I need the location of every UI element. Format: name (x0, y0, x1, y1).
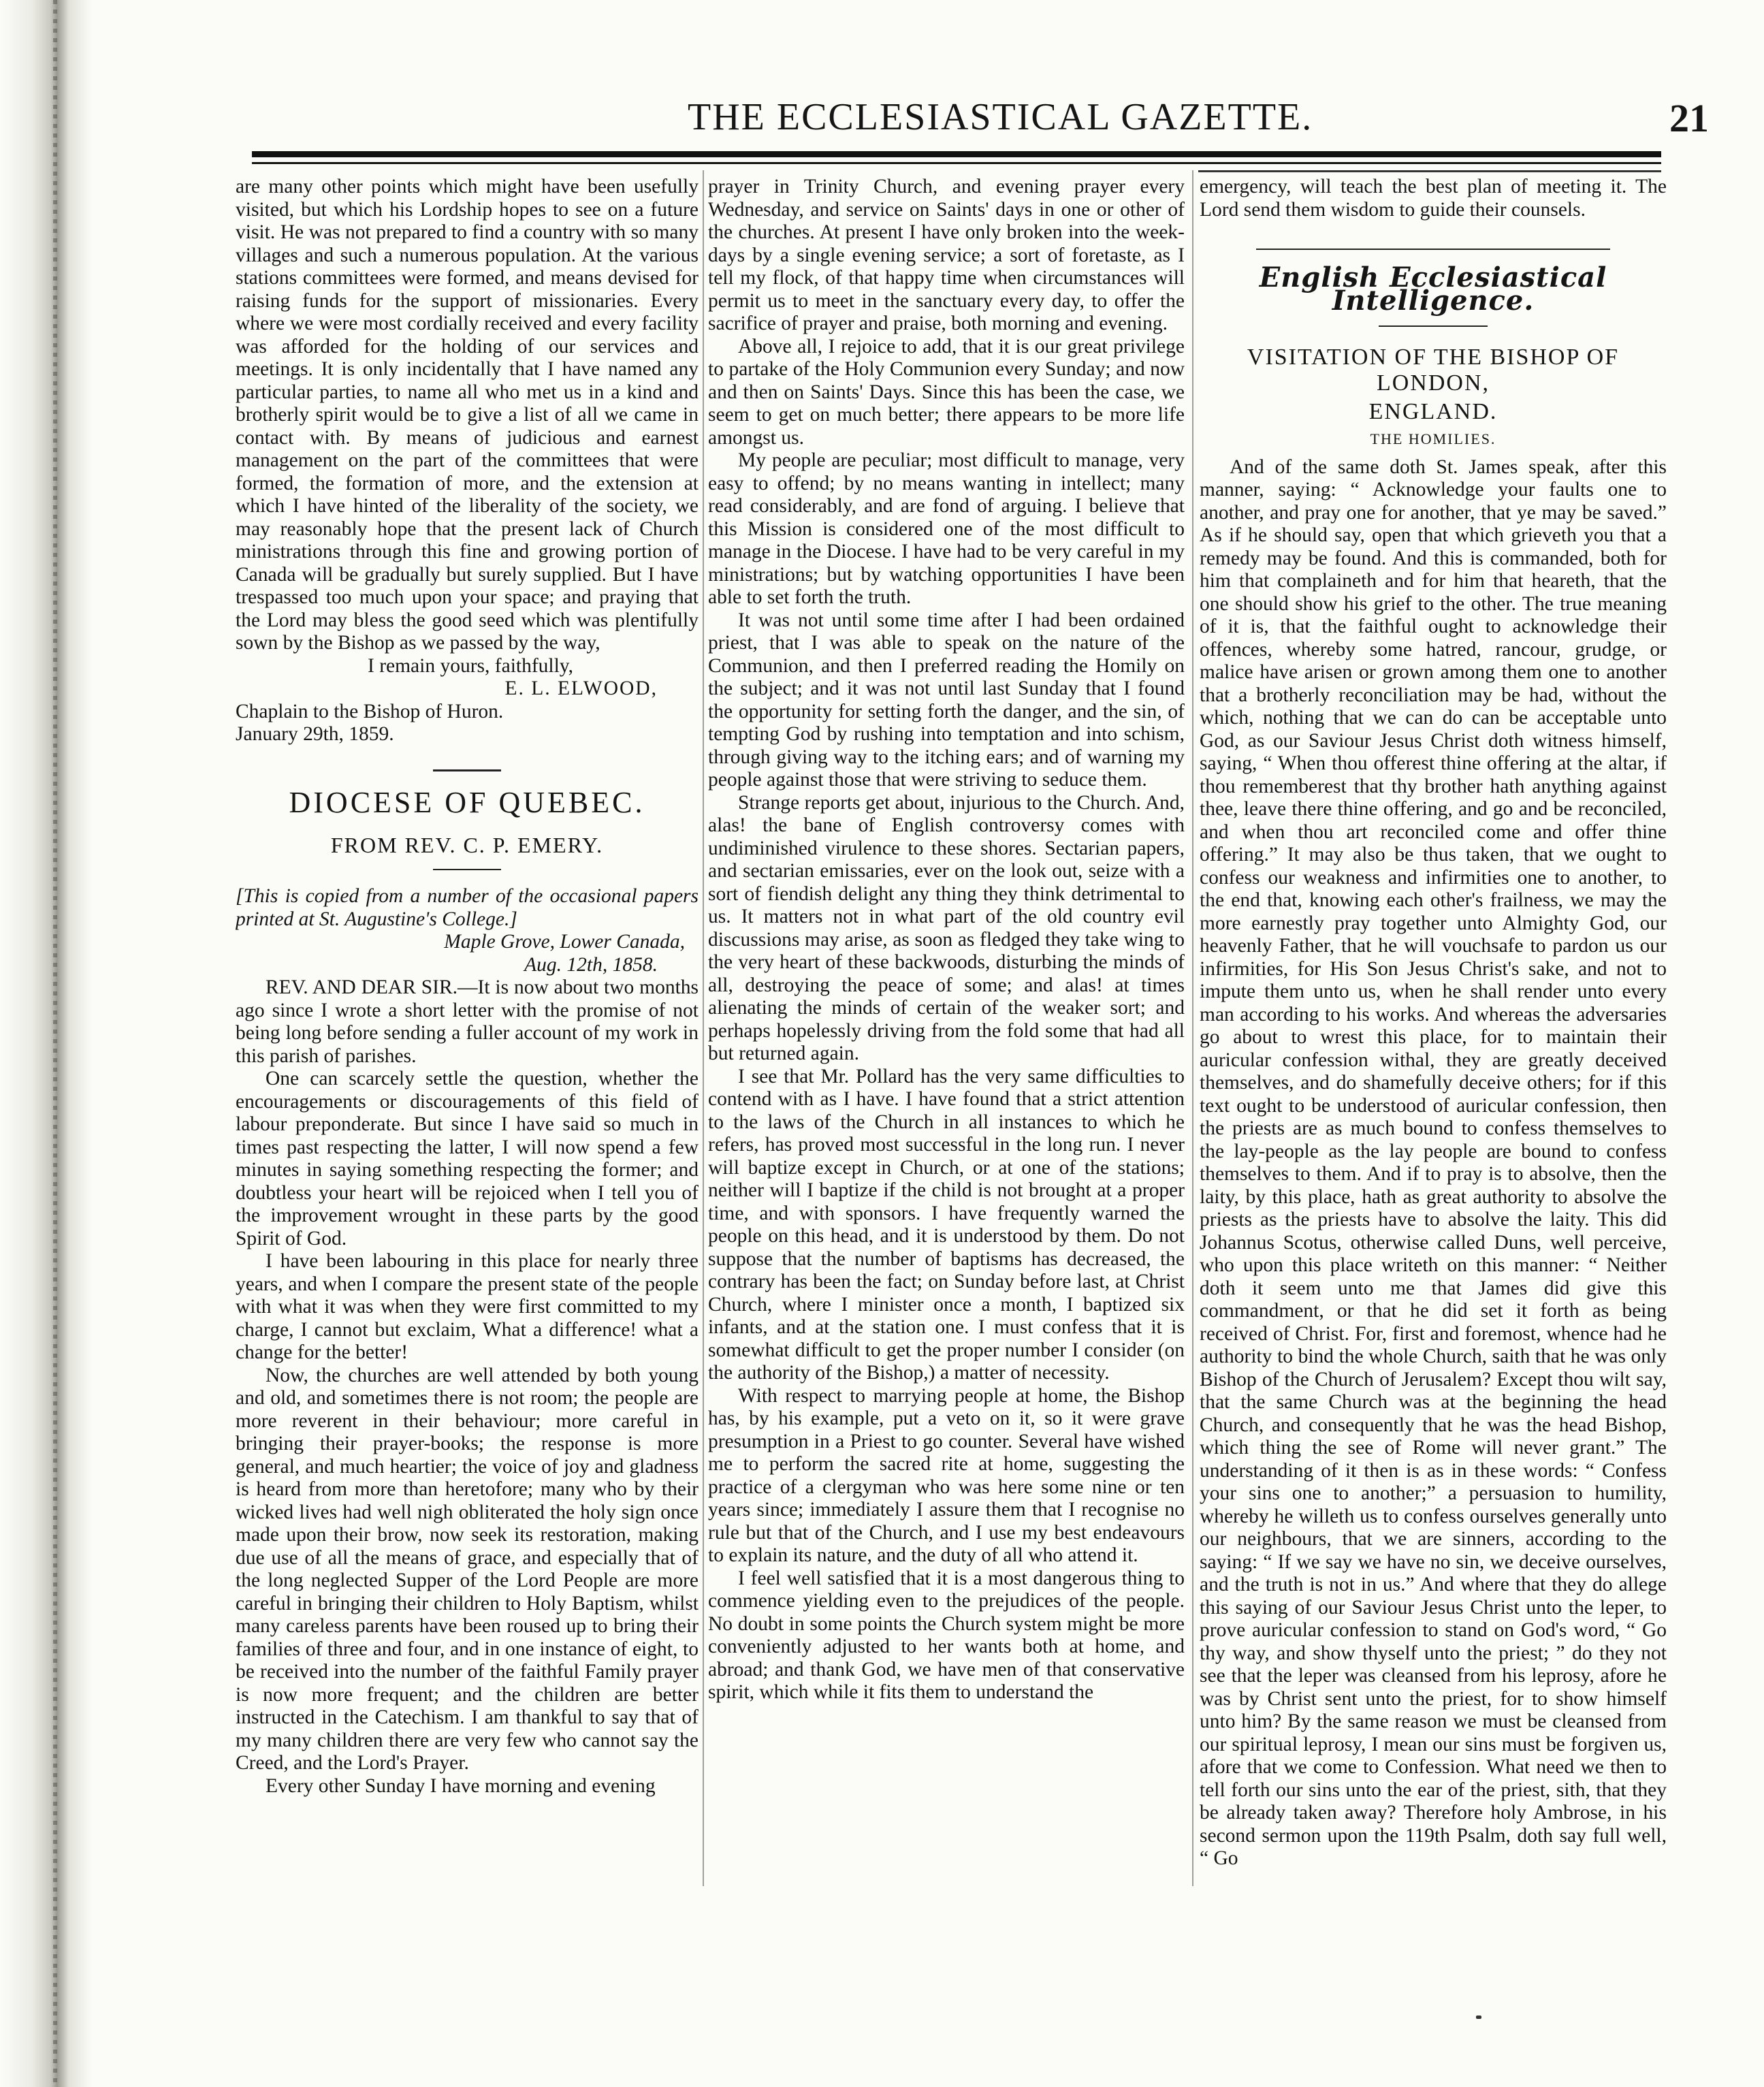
editorial-note: [This is copied from a number of the occasional papers printed at St. Augustine's College.] (236, 885, 699, 930)
paragraph: My people are peculiar; most difficult to manage, very easy to offend; by no means wanting in intellect; many read considerably, and are fond of arguing. I believe that this Mission is considered one of the most difficult to manage in the Diocese. I have had to be very careful in my ministrations; but by watching opportunities I have been able to set forth the truth. (708, 449, 1185, 608)
masthead (252, 95, 1709, 157)
paragraph: I see that Mr. Pollard has the very same difficulties to contend with as I have. I have found that a strict attention to the laws of the Church in all instances to which he refers, has proved most successful in the long run. I never will baptize except in Church, or at one of the stations; neither will I baptize if the child is not brought at a proper time, and with sponsors. I have frequently warned the people on this head, and it is understood by them. Do not suppose that the number of baptisms has decreased, the contrary has been the fact; on Sunday before last, at Christ Church, where I minister once a month, I baptized six infants, and at the station one. I must confess that it is somewhat difficult to get the proper number I consider (on the authority of the Bishop,) a matter of necessity. (708, 1065, 1185, 1384)
letter-continuation: are many other points which might have been usefully visited, but which his Lordship hopes to see on a future visit. He was not prepared to find a country with so many villages and such a numerous population. At the various stations committees were formed, and means devised for raising funds for the support of missionaries. Every where we were most cordially received and every facility was afforded for the holding of our services and meetings. It is only incidentally that I have named any particular parties, to name all who met us in a kind and brotherly spirit would be to give a list of all we came in contact with. By means of judicious and earnest management on the part of the committees that were formed, the formation of more, and the extension at which I have hinted of the liberality of the society, we may reasonably hope that the present lack of Church ministrations through this fine and growing portion of Canada will be gradually but surely supplied. But I have trespassed too much upon your space; and praying that the Lord may bless the good seed which was plentifully sown by the Bishop as we passed by the way, (236, 176, 699, 654)
paragraph: It was not until some time after I had been ordained priest, that I was able to speak on the nature of the Communion, and then I preferred reading the Homily on the subject; and it was not until last Sunday that I found the opportunity for setting forth the danger, and the sin, of tempting God by rushing into temptation and into schism, through giving way to the itching ears; and of warning my people against those that were striving to seduce them. (708, 609, 1185, 791)
paragraph: Now, the churches are well attended by both young and old, and sometimes there is not room; the people are more reverent in their behaviour; more careful in bringing their prayer-books; the response is more general, and much heartier; the voice of joy and gladness is heard from more than heretofore; many who by their wicked lives had well nigh obliterated the holy sign once made upon their brow, now seek its restoration, making due use of all the means of grace, and especially that of the long neglected Supper of the Lord People are more careful in bringing their children to Holy Baptism, whilst many careless parents have been roused up to bring their families of three and four, and in one instance of eight, to be received into the number of the faithful Family prayer is now more frequent; and the children are better instructed in the Catechism. I am thankful to say that of my many children there are very few who cannot say the Creed, and the Lord's Prayer. (236, 1364, 699, 1774)
article-heading-diocese: DIOCESE OF QUEBEC. (236, 769, 699, 819)
book-binding-edge (0, 0, 92, 2087)
byline-rule (433, 869, 501, 870)
paragraph: Strange reports get about, injurious to the Church. And, alas! the bane of English controversy comes with undiminished virulence to these shores. Sectarian papers, and sectarian emissaries, ever on the look out, seize with a sort of fiendish delight any thing they think detrimental to us. It matters not in what part of the old country evil discussions may arise, as soon as fledged they take wing to the very heart of these backwoods, disturbing the minds of all, destroying the peace of some; and alas! at times alienating the minds of certain of the weaker sort; and perhaps hopelessly driving from the fold some that had all but returned again. (708, 791, 1185, 1064)
letter-closing: I remain yours, faithfully, (368, 654, 574, 677)
paragraph: I feel well satisfied that it is a most dangerous thing to commence yielding even to the prejudices of the people. No doubt in some points the Church system might be more conveniently adjusted to her wants both at home, and abroad; and thank God, we have men of that conservative spirit, which while it fits them to understand the (708, 1567, 1185, 1703)
page-number: 21 (1669, 96, 1709, 140)
paragraph: prayer in Trinity Church, and evening prayer every Wednesday, and service on Saints' days in one or other of the churches. At present I have only broken into the week-days by a single evening service; a sort of foretaste, as I tell my flock, of that happy time when circumstances will permit us to meet in the sanctuary every day, to offer the sacrifice of prayer and praise, both morning and evening. (708, 176, 1185, 334)
article-byline: FROM REV. C. P. EMERY. (330, 832, 604, 857)
section-heading: English Ecclesiastical Intelligence. (1200, 249, 1667, 327)
paragraph: Every other Sunday I have morning and evening (266, 1774, 656, 1797)
paragraph: One can scarcely settle the question, whether the encouragements or discouragements of this field of labour preponderate. But since I have said so much in times past respecting the latter, I will now spend a few minutes in saying something respecting the former; and doubtless your heart will be rejoiced when I tell you of the improvement wrought in these parts by the good Spirit of God. (236, 1068, 699, 1249)
paragraph: REV. AND DEAR SIR.—It is now about two months ago since I wrote a short letter with the promise of not being long before sending a fuller account of my work in this parish of parishes. (236, 976, 699, 1067)
signature-role: Chaplain to the Bishop of Huron. (236, 700, 504, 722)
letter-place: Maple Grove, Lower Canada, (444, 931, 685, 953)
column-left (236, 176, 699, 1905)
header-rule-thin (252, 162, 1661, 164)
signature-name: E. L. ELWOOD, (504, 678, 658, 699)
column-right (1200, 176, 1667, 1905)
column-divider (1192, 170, 1193, 1886)
paragraph: I have been labouring in this place for nearly three years, and when I compare the present state of the people with what it was when they were first committed to my charge, I cannot but exclaim, What a difference! what a change for the better! (236, 1250, 699, 1363)
paragraph: With respect to marrying people at home, the Bishop has, by his example, put a veto on it, so it were grave presumption in a Priest to go counter. Several have wished me to perform the sacred rite at home, suggesting the practice of a clergyman who was here some nine or ten years since; immediately I assure them that I recognise no rule but that of the Church, and I use my best endeavours to explain its nature, and the duty of all who attend it. (708, 1384, 1185, 1566)
column-top-rule (1198, 170, 1661, 172)
paragraph: And of the same doth St. James speak, after this manner, saying: “ Acknowledge your faults one to another, and pray one for another, that ye may be saved.” As if he should say, open that which grieveth you that a remedy may be found. And this is commanded, both for him that complaineth and for him that heareth, that the one should show his grief to the other. The true meaning of it is, that the faithful ought to acknowledge their offences, whereby some hatred, rancour, grudge, or malice have arisen or grown among them one to another that a brotherly reconciliation may be had, without the which, nothing that we can do can be acceptable unto God, as our Saviour Jesus Christ doth witness himself, saying, “ When thou offerest thine offering at the altar, if thou rememberest that thy brother hath anything against thee, leave there thine offering, and go and be reconciled, and when thou art reconciled come and offer thine offering.” It may also be thus taken, that we ought to confess our weakness and infirmities one to another, to the end that, knowing each other's frailness, we may the more earnestly pray together unto Almighty God, our heavenly Father, that he will vouchsafe to pardon us our infirmities, for His Son Jesus Christ's sake, and not to impute them unto us, when he shall render unto every man according to his works. And whereas the adversaries go about to wrest this place, for to maintain their auricular confession withal, they are greatly deceived themselves, and do shamefully deceive others; for if this text ought to be understood of auricular confession, then the priests are as much bound to confess themselves to the lay-people as the lay people are bound to confess themselves to them. And if to pray is to absolve, then the laity, by this place, hath as great authority to absolve the priests as the priests have to absolve the laity. This did Johannus Scotus, otherwise called Duns, well perceive, who upon this place writeth on this manner: “ Neither doth it seem unto me that James did give this commandment, or that he did set it forth as being received of Christ. For, first and foremost, whence had he authority to bind the whole Church, saith that he was only Bishop of the Church of Jerusalem? Except thou wilt say, that the same Church was at the beginning the head Church, and consequently that he was the head Bishop, which thing the see of Rome will never grant.” The understanding of it then is as in these words: “ Confess your sins one to another;” a persuasion to humility, whereby he willeth us to confess ourselves generally unto our neighbours, that we are sinners, according to the saying: “ If we say we have no sin, we deceive ourselves, and the truth is not in us.” And where that they do allege this saying of our Saviour Jesus Christ unto the leper, to prove auricular confession to stand on God's word, “ Go thy way, and show thyself unto the priest; ” do they not see that the leper was cleansed from his leprosy, afore he was by Christ sent unto the priest, for to show himself unto him? By the same reason we must be cleansed from our spiritual leprosy, I mean our sins must be forgiven us, afore that we come to Confession. What need we then to tell forth our sins unto the ear of the priest, sith, that they be already taken away? Therefore holy Ambrose, in his second sermon upon the 119th Psalm, doth say full well, “ Go (1200, 456, 1667, 1869)
article-heading-location: ENGLAND. (1368, 399, 1498, 424)
publication-title: THE ECCLESIASTICAL GAZETTE. (688, 96, 1313, 138)
column-divider (703, 170, 704, 1886)
header-rule-thick (252, 151, 1661, 157)
paragraph: Above all, I rejoice to add, that it is our great privilege to partake of the Holy Communion every Sunday; and now and then on Saints' Days. Since this has been the case, we seem to get on much better; there appears to be more life amongst us. (708, 335, 1185, 449)
signature-date: January 29th, 1859. (236, 723, 394, 745)
paragraph: emergency, will teach the best plan of meeting it. The Lord send them wisdom to guide their counsels. (1200, 176, 1667, 221)
article-subheading: THE HOMILIES. (1370, 430, 1496, 447)
letter-date: Aug. 12th, 1858. (524, 953, 658, 976)
column-middle (708, 176, 1185, 1905)
article-heading-visitation: VISITATION OF THE BISHOP OF LONDON, (1247, 345, 1620, 396)
ink-mark (1476, 2016, 1481, 2019)
